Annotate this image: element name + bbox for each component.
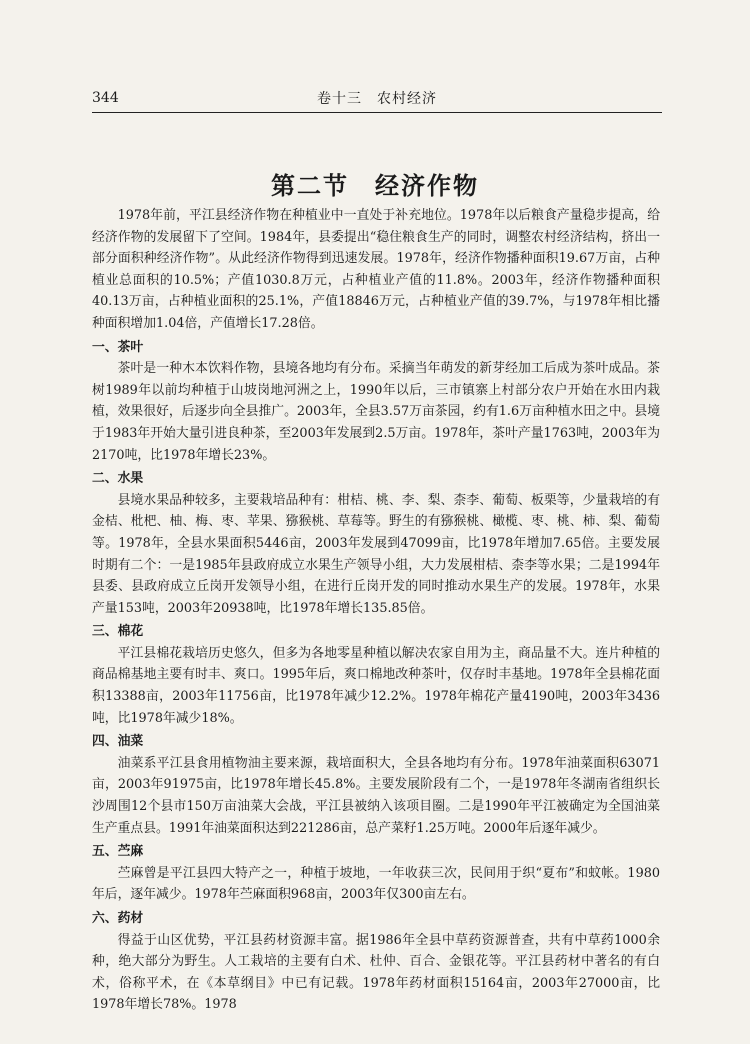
subheading-tea: 一、茶叶 xyxy=(92,339,144,355)
subheading-fruit: 二、水果 xyxy=(92,471,144,487)
subheading-cotton: 三、棉花 xyxy=(92,624,144,640)
header-rule xyxy=(92,112,662,113)
section-title: 第二节 经济作物 xyxy=(271,172,479,201)
paragraph-rapeseed: 油菜系平江县食用植物油主要来源，栽培面积大，全县各地均有分布。1978年油菜面积63071亩，2003年91975亩，比1978年增长45.8%。主要发展阶段有二个，一是1978年冬湖南省组织长沙周围12个县市150万亩油菜大会战，平江县被纳入该项目圈。二是1990年平江被确定为全国油菜生产重点县。1991年油菜面积达到221286亩，总产菜籽1.25万吨。2000年后逐年减少。 xyxy=(92,755,660,836)
document-body xyxy=(92,205,660,1016)
subheading-rapeseed: 四、油菜 xyxy=(92,734,144,750)
paragraph-ramie: 苎麻曾是平江县四大特产之一，种植于坡地，一年收获三次，民间用于织“夏布”和蚊帐。1980年后，逐年减少。1978年苎麻面积968亩，2003年仅300亩左右。 xyxy=(92,865,660,903)
intro-paragraph: 1978年前，平江县经济作物在种植业中一直处于补充地位。1978年以后粮食产量稳步提高，给经济作物的发展留下了空间。1984年，县委提出“稳住粮食生产的同时，调整农村经济结构，挤出一部分面积种经济作物”。从此经济作物得到迅速发展。1978年，经济作物播种面积19.67万亩，占种植业总面积的10.5%；产值1030.8万元，占种植业产值的11.8%。2003年，经济作物播种面积40.13万亩，占种植业面积的25.1%，产值18846万元，占种植业产值的39.7%，与1978年相比播种面积增加1.04倍，产值增长17.28倍。 xyxy=(92,208,660,331)
subheading-ramie: 五、苎麻 xyxy=(92,844,144,860)
paragraph-cotton: 平江县棉花栽培历史悠久，但多为各地零星种植以解决农家自用为主，商品量不大。连片种植的商品棉基地主要有时丰、爽口。1995年后，爽口棉地改种茶叶，仅存时丰基地。1978年全县棉花面积13388亩，2003年11756亩，比1978年减少12.2%。1978年棉花产量4190吨，2003年3436吨，比1978年减少18%。 xyxy=(92,645,660,726)
page-header xyxy=(92,86,662,112)
subheading-medicinal-herbs: 六、药材 xyxy=(92,911,144,926)
paragraph-fruit: 县境水果品种较多，主要栽培品种有：柑桔、桃、李、梨、柰李、葡萄、板栗等，少量栽培的有金桔、枇杷、柚、梅、枣、苹果、猕猴桃、草莓等。野生的有猕猴桃、橄榄、枣、桃、柿、梨、葡萄等。1978年，全县水果面积5446亩，2003年发展到47099亩，比1978年增加7.65倍。主要发展时期有二个：一是1985年县政府成立水果生产领导小组，大力发展柑桔、柰李等水果；二是1994年县委、县政府成立丘岗开发领导小组，在进行丘岗开发的同时推动水果生产的发展。1978年，水果产量153吨，2003年20938吨，比1978年增长135.85倍。 xyxy=(92,492,660,616)
paragraph-tea: 茶叶是一种木本饮料作物，县境各地均有分布。采摘当年萌发的新芽经加工后成为茶叶成品。茶树1989年以前均种植于山坡岗地河洲之上，1990年以后，三市镇寨上村部分农户开始在水田内栽植，效果很好，后逐步向全县推广。2003年，全县3.57万亩茶园，约有1.6万亩种植水田之中。县境于1983年开始大量引进良种茶，至2003年发展到2.5万亩。1978年，茶叶产量1763吨，2003年为2170吨，比1978年增长23%。 xyxy=(92,361,660,463)
paragraph-medicinal-herbs: 得益于山区优势，平江县药材资源丰富。据1986年全县中草药资源普查，共有中草药1000余种，绝大部分为野生。人工栽培的主要有白术、杜仲、百合、金银花等。平江县药材中著名的有白术，俗称平术，在《本草纲目》中已有记载。1978年药材面积15164亩，2003年27000亩，比1978年增长78%。1978 xyxy=(92,932,660,1013)
running-title: 卷十三 农村经济 xyxy=(317,91,437,107)
page-number: 344 xyxy=(92,90,119,106)
